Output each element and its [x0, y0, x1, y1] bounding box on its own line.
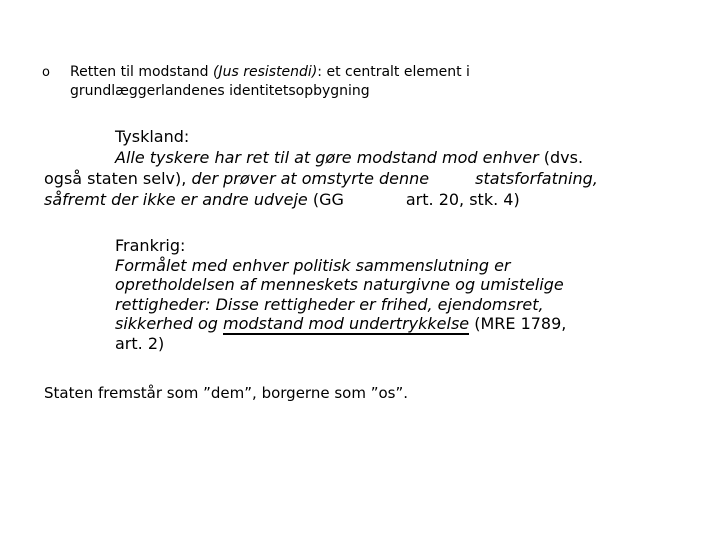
germany-line-1 — [44, 147, 664, 168]
bullet-line-1-prefix: Retten til modstand — [70, 64, 214, 80]
france-quote-block — [115, 236, 635, 353]
france-underlined-phrase: modstand mod undertrykkelse — [223, 314, 470, 333]
bullet-line-1 — [70, 63, 630, 82]
france-line-4-a: sikkerhed og — [115, 314, 223, 333]
germany-line-3-b: (GG — [307, 190, 344, 209]
germany-line-1-tail: (dvs. — [538, 148, 584, 167]
france-line-2: opretholdelsen af menneskets naturgivne og umistelige — [115, 275, 564, 294]
france-line-5: art. 2) — [115, 333, 165, 353]
bullet-line-1-suffix: : et centralt element i — [317, 64, 470, 80]
france-line-4 — [115, 314, 635, 334]
bullet-text — [70, 63, 630, 101]
bullet-line-2: grundlæggerlandenes identitetsopbygning — [70, 83, 370, 99]
germany-heading: Tyskland: — [115, 127, 190, 146]
bullet-marker: o — [42, 65, 50, 80]
germany-line-3-a: såfremt der ikke er andre udveje — [44, 190, 308, 209]
germany-line-2-c: statsforfatning, — [475, 169, 598, 188]
germany-line-2-b: der prøver at omstyrte denne — [191, 169, 430, 188]
germany-line-1-italic: Alle tyskere har ret til at gøre modstand mod enhver — [115, 148, 539, 167]
france-line-4-tail: (MRE 1789, — [469, 314, 567, 333]
germany-line-3 — [44, 189, 664, 210]
closing-statement: Staten fremstår som ”dem”, borgerne som ”os”. — [44, 384, 409, 402]
france-heading: Frankrig: — [115, 236, 186, 255]
germany-line-2-a: også staten selv), — [44, 169, 192, 188]
france-line-1: Formålet med enhver politisk sammenslutning er — [115, 255, 511, 275]
france-line-3: rettigheder: Disse rettigheder er frihed, ejendomsret, — [115, 294, 544, 314]
bullet-line-1-italic: (Jus resistendi) — [213, 64, 318, 80]
germany-quote-block — [44, 126, 664, 210]
germany-line-3-c: art. 20, stk. 4) — [405, 190, 520, 209]
germany-line-2 — [44, 168, 664, 189]
